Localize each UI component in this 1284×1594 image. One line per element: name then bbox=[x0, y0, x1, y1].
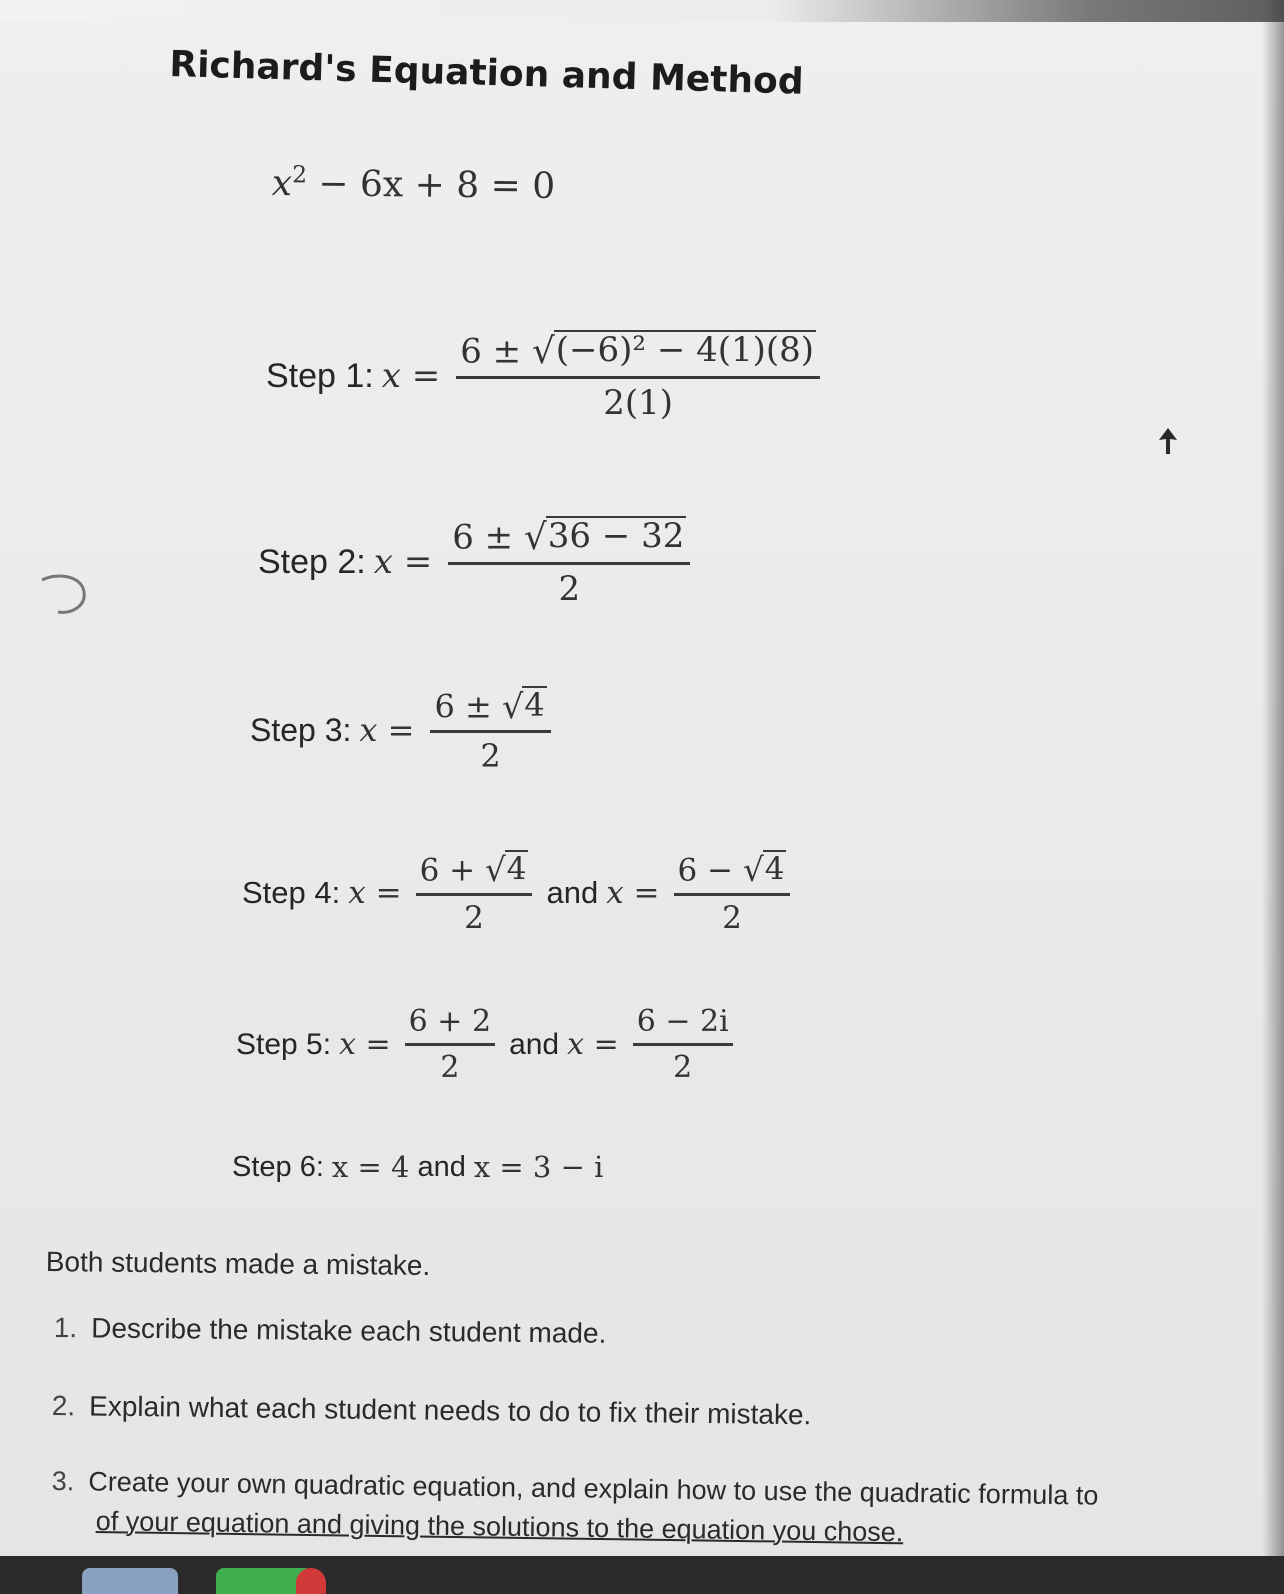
dock-app-icon[interactable] bbox=[82, 1568, 178, 1594]
top-bezel bbox=[0, 0, 1284, 22]
step-4-num1-prefix: 6 + bbox=[419, 852, 476, 889]
step-5-lhs: x = bbox=[339, 1027, 391, 1062]
step-1-denominator: 2(1) bbox=[603, 382, 674, 423]
question-3-text: Create your own quadratic equation, and explain how to use the quadratic formula to bbox=[88, 1466, 1099, 1511]
step-3-label: Step 3: bbox=[250, 711, 352, 748]
step-1-numerator bbox=[456, 330, 820, 379]
step-2 bbox=[258, 516, 696, 609]
step-1-radicand: (−6)² − 4(1)(8) bbox=[555, 330, 815, 370]
step-3-num-prefix: 6 ± bbox=[434, 687, 492, 726]
step-2-sqrt bbox=[523, 516, 686, 558]
step-4-numerator-2 bbox=[674, 850, 791, 896]
prompt-text: Both students made a mistake. bbox=[45, 1246, 431, 1282]
equation-variable: x bbox=[271, 162, 293, 205]
step-5-numerator-1: 6 + 2 bbox=[405, 1004, 495, 1046]
question-1 bbox=[54, 1312, 607, 1350]
step-3-fraction bbox=[430, 686, 550, 775]
step-4-fraction-1 bbox=[416, 850, 533, 936]
question-2-text: Explain what each student needs to do to fix their mistake. bbox=[88, 1390, 812, 1431]
question-2 bbox=[52, 1390, 812, 1431]
step-4 bbox=[242, 850, 796, 936]
step-5-and: and bbox=[509, 1027, 560, 1061]
step-3-sqrt bbox=[501, 686, 547, 726]
step-4-radicand-1: 4 bbox=[506, 851, 527, 887]
sqrt-icon: √ bbox=[523, 516, 547, 558]
step-4-num2-prefix: 6 − bbox=[677, 852, 734, 889]
sqrt-icon: √ bbox=[484, 850, 506, 889]
step-4-numerator-1 bbox=[416, 850, 533, 896]
step-3-lhs: x = bbox=[359, 711, 415, 750]
mouse-pointer-icon bbox=[1158, 428, 1178, 454]
step-1-fraction bbox=[456, 330, 820, 423]
step-4-radicand-2: 4 bbox=[764, 851, 785, 887]
step-2-label: Step 2: bbox=[258, 542, 366, 581]
dock-bar bbox=[0, 1556, 1284, 1594]
step-1 bbox=[266, 330, 826, 423]
step-6-and: and bbox=[417, 1150, 466, 1183]
step-5-fraction-2 bbox=[633, 1004, 733, 1085]
step-3-denominator: 2 bbox=[480, 736, 501, 775]
step-2-denominator: 2 bbox=[558, 568, 581, 609]
equation-exponent: 2 bbox=[292, 160, 308, 189]
step-4-sqrt-2 bbox=[742, 850, 786, 889]
step-5 bbox=[236, 1004, 739, 1085]
step-3 bbox=[250, 686, 557, 775]
dock-app-icon[interactable] bbox=[296, 1568, 326, 1594]
page-title: Richard's Equation and Method bbox=[168, 44, 805, 103]
step-4-and: and bbox=[546, 874, 599, 910]
step-1-num-prefix: 6 ± bbox=[460, 331, 522, 372]
step-5-numerator-2: 6 − 2i bbox=[633, 1004, 733, 1046]
step-2-lhs: x = bbox=[373, 542, 433, 583]
step-4-lhs-2: x = bbox=[606, 874, 660, 911]
step-3-numerator bbox=[430, 686, 550, 733]
question-3-number: 3. bbox=[51, 1466, 75, 1497]
question-1-text: Describe the mistake each student made. bbox=[91, 1312, 607, 1349]
step-3-radicand: 4 bbox=[524, 686, 545, 724]
step-1-label: Step 1: bbox=[266, 356, 374, 395]
step-6-label: Step 6: bbox=[232, 1150, 324, 1183]
step-5-denominator-1: 2 bbox=[440, 1050, 460, 1085]
question-2-number: 2. bbox=[51, 1390, 76, 1422]
sqrt-icon: √ bbox=[742, 850, 764, 889]
step-4-denominator-1: 2 bbox=[464, 899, 484, 936]
step-5-lhs-2: x = bbox=[567, 1027, 619, 1062]
step-5-fraction-1 bbox=[405, 1004, 495, 1085]
step-2-radicand: 36 − 32 bbox=[547, 516, 685, 556]
sqrt-icon: √ bbox=[501, 686, 524, 726]
step-2-numerator bbox=[448, 516, 690, 565]
step-1-lhs: x = bbox=[381, 356, 441, 397]
step-4-label: Step 4: bbox=[242, 874, 341, 910]
step-5-denominator-2: 2 bbox=[673, 1050, 693, 1085]
question-3-text-continued: of your equation and giving the solutions to the equation you chose. bbox=[95, 1506, 904, 1548]
step-2-fraction bbox=[448, 516, 690, 609]
question-1-number: 1. bbox=[53, 1312, 78, 1344]
step-6 bbox=[232, 1150, 603, 1184]
sqrt-icon: √ bbox=[531, 330, 555, 372]
main-equation bbox=[272, 160, 556, 207]
step-4-denominator-2: 2 bbox=[722, 899, 742, 936]
step-4-fraction-2 bbox=[674, 850, 791, 936]
right-bezel bbox=[1262, 0, 1284, 1560]
step-6-expr-1: x = 4 bbox=[331, 1150, 410, 1184]
question-3 bbox=[52, 1466, 1099, 1512]
step-1-sqrt bbox=[531, 330, 816, 372]
step-5-label: Step 5: bbox=[236, 1027, 332, 1061]
step-2-num-prefix: 6 ± bbox=[452, 517, 514, 558]
speech-bubble-icon[interactable] bbox=[38, 572, 90, 616]
step-4-sqrt-1 bbox=[484, 850, 528, 889]
step-4-lhs: x = bbox=[348, 874, 402, 911]
equation-rest: − 6x + 8 = 0 bbox=[306, 163, 556, 207]
question-3-continued bbox=[96, 1506, 904, 1548]
step-6-expr-2: x = 3 − i bbox=[473, 1150, 604, 1184]
